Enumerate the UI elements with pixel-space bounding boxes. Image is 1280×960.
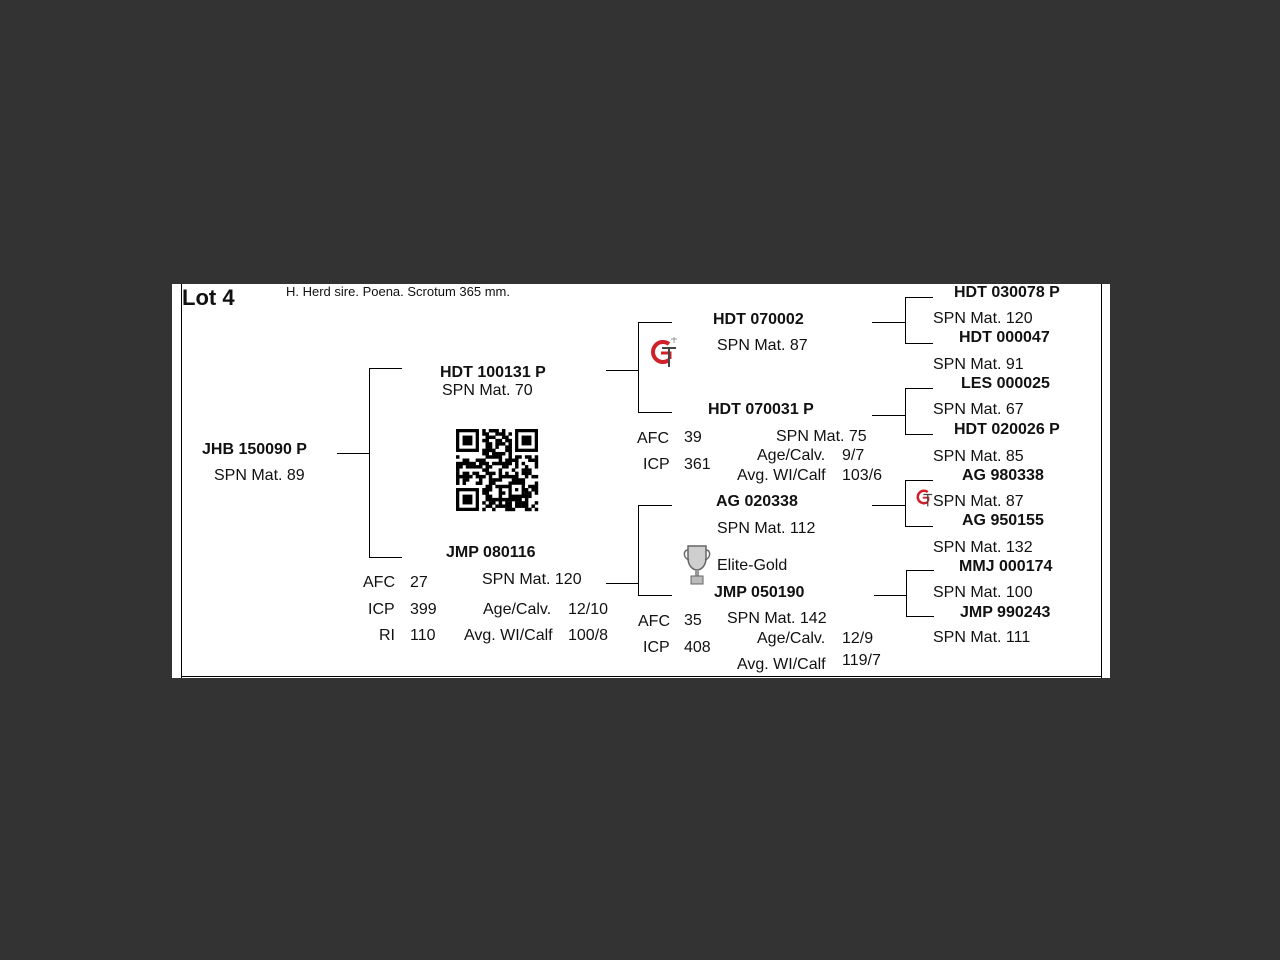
right-border	[1101, 284, 1102, 678]
pedigree-sheet	[172, 284, 1110, 678]
connector-line	[872, 322, 906, 323]
bottom-border	[181, 676, 1102, 677]
connector-line	[638, 322, 672, 323]
ggp-4-spn: SPN Mat. 85	[933, 448, 1024, 465]
dam-dam-age-label: Age/Calv.	[757, 630, 826, 647]
connector-line	[906, 570, 907, 617]
sire-id: HDT 100131 P	[440, 364, 546, 381]
ggp-5-id: AG 980338	[962, 467, 1044, 484]
connector-line	[905, 388, 906, 435]
connector-line	[905, 480, 906, 527]
animal-spn: SPN Mat. 89	[214, 467, 305, 484]
sire-sire-spn: SPN Mat. 87	[717, 337, 808, 354]
connector-line	[606, 583, 639, 584]
dam-afc-value: 27	[410, 574, 428, 591]
left-border	[181, 284, 182, 678]
connector-line	[906, 616, 934, 617]
ggp-3-spn: SPN Mat. 67	[933, 401, 1024, 418]
trophy-icon	[683, 544, 711, 586]
lot-title: Lot 4	[182, 285, 235, 310]
connector-line	[606, 370, 639, 371]
ggp-5-spn: SPN Mat. 87	[933, 493, 1024, 510]
sire-spn: SPN Mat. 70	[442, 382, 533, 399]
connector-line	[337, 453, 370, 454]
sire-dam-afc-value: 39	[684, 429, 702, 446]
sire-dam-icp-value: 361	[684, 456, 711, 473]
connector-line	[905, 297, 933, 298]
sire-dam-age-label: Age/Calv.	[757, 447, 826, 464]
dam-spn: SPN Mat. 120	[482, 571, 582, 588]
connector-line	[369, 557, 402, 558]
ggp-7-id: MMJ 000174	[959, 558, 1053, 575]
connector-line	[905, 434, 933, 435]
dam-ri-value: 110	[410, 627, 436, 644]
connector-line	[638, 505, 672, 506]
gt-logo	[914, 487, 934, 507]
sire-dam-afc-label: AFC	[637, 430, 669, 447]
connector-line	[905, 526, 933, 527]
ggp-1-id: HDT 030078 P	[954, 284, 1060, 301]
animal-id: JHB 150090 P	[202, 441, 307, 458]
ggp-6-spn: SPN Mat. 132	[933, 539, 1033, 556]
dam-icp-label: ICP	[368, 601, 395, 618]
connector-line	[905, 388, 933, 389]
dam-wi-value: 100/8	[568, 627, 609, 644]
elite-gold-badge: Elite-Gold	[717, 557, 788, 574]
connector-line	[874, 595, 907, 596]
qr-code-icon	[456, 429, 538, 511]
gt-logo	[647, 336, 679, 368]
ggp-7-spn: SPN Mat. 100	[933, 584, 1033, 601]
dam-age-value: 12/10	[568, 601, 609, 618]
dam-ri-label: RI	[379, 627, 395, 644]
lot-note: H. Herd sire. Poena. Scrotum 365 mm.	[286, 284, 510, 299]
ggp-2-id: HDT 000047	[959, 329, 1050, 346]
sire-dam-id: HDT 070031 P	[708, 401, 814, 418]
ggp-1-spn: SPN Mat. 120	[933, 310, 1033, 327]
ggp-2-spn: SPN Mat. 91	[933, 356, 1024, 373]
connector-line	[638, 505, 639, 596]
dam-dam-afc-value: 35	[684, 612, 702, 629]
dam-dam-icp-value: 408	[684, 639, 711, 656]
connector-line	[905, 343, 933, 344]
dam-sire-id: AG 020338	[716, 493, 798, 510]
dam-dam-age-value: 12/9	[842, 630, 874, 647]
connector-line	[905, 297, 906, 344]
connector-line	[905, 480, 933, 481]
connector-line	[872, 415, 906, 416]
dam-icp-value: 399	[410, 601, 437, 618]
sire-dam-age-value: 9/7	[842, 447, 865, 464]
connector-line	[906, 570, 934, 571]
sire-dam-wi-label: Avg. WI/Calf	[737, 467, 826, 484]
sire-dam-wi-value: 103/6	[842, 467, 883, 484]
dam-dam-wi-label: Avg. WI/Calf	[737, 656, 826, 673]
ggp-4-id: HDT 020026 P	[954, 421, 1060, 438]
dam-age-label: Age/Calv.	[483, 601, 552, 618]
ggp-3-id: LES 000025	[961, 375, 1050, 392]
dam-dam-icp-label: ICP	[643, 639, 670, 656]
connector-line	[638, 412, 672, 413]
ggp-6-id: AG 950155	[962, 512, 1044, 529]
dam-afc-label: AFC	[363, 574, 395, 591]
dam-dam-wi-value: 119/7	[842, 652, 881, 669]
dam-id: JMP 080116	[446, 544, 536, 561]
connector-line	[872, 505, 906, 506]
sire-dam-spn: SPN Mat. 75	[776, 428, 867, 445]
dam-dam-afc-label: AFC	[638, 613, 670, 630]
connector-line	[638, 322, 639, 413]
connector-line	[369, 368, 370, 558]
connector-line	[638, 595, 672, 596]
ggp-8-spn: SPN Mat. 111	[933, 629, 1031, 646]
dam-dam-id: JMP 050190	[714, 584, 805, 601]
sire-dam-icp-label: ICP	[643, 456, 670, 473]
dam-sire-spn: SPN Mat. 112	[717, 520, 816, 537]
dam-dam-spn: SPN Mat. 142	[727, 610, 827, 627]
ggp-8-id: JMP 990243	[960, 604, 1051, 621]
connector-line	[369, 368, 402, 369]
sire-sire-id: HDT 070002	[713, 311, 804, 328]
dam-wi-label: Avg. WI/Calf	[464, 627, 553, 644]
